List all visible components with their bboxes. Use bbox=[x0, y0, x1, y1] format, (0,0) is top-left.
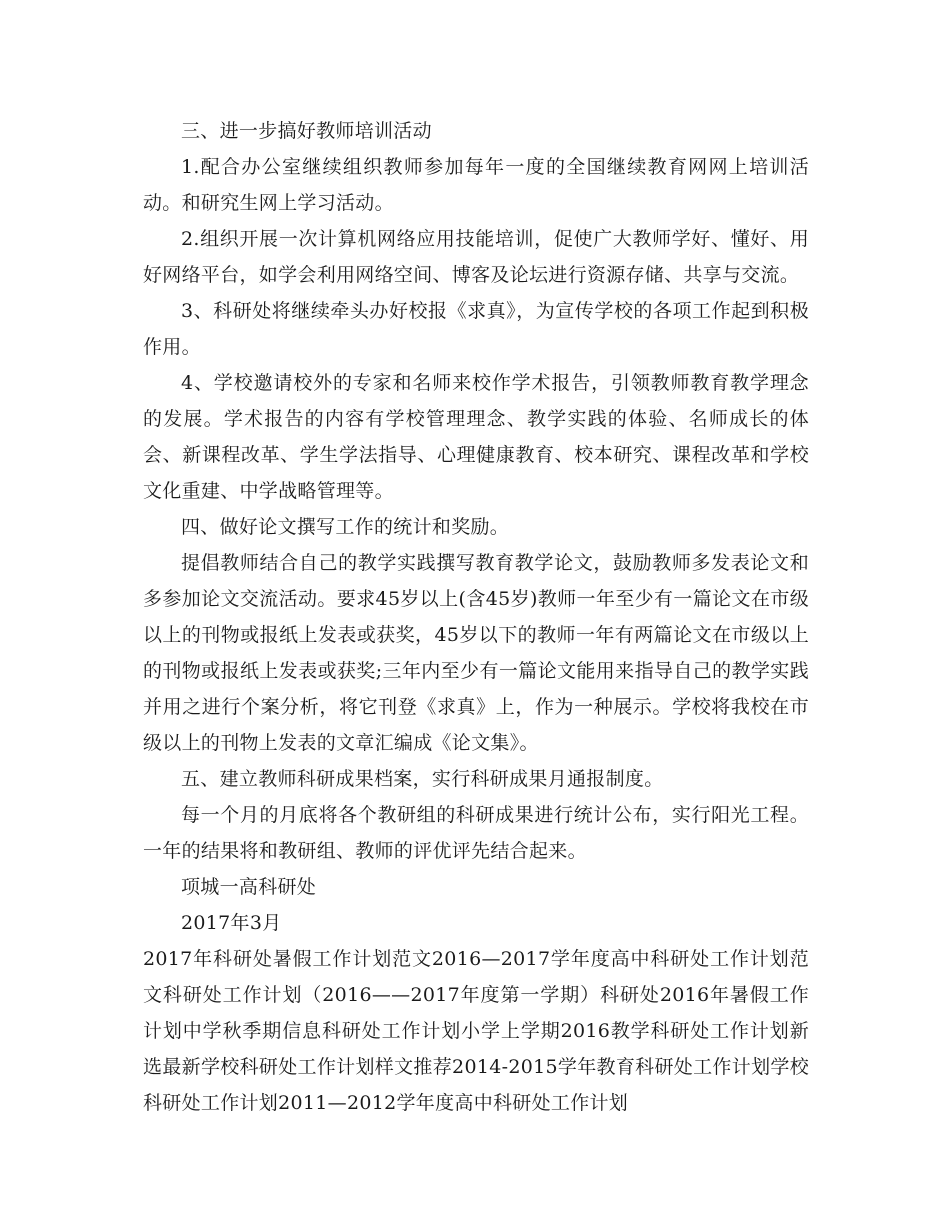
paragraph-item-3: 3、科研处将继续牵头办好校报《求真》，为宣传学校的各项工作起到积极作用。 bbox=[143, 300, 809, 358]
section-heading-4: 四、做好论文撰写工作的统计和奖励。 bbox=[181, 516, 510, 538]
paragraph-papers: 提倡教师结合自己的教学实践撰写教育教学论文，鼓励教师多发表论文和多参加论文交流活动。要求45岁以上(含45岁)教师一年至少有一篇论文在市级以上的刊物或报纸上发表或获奖，45岁以下的教师一年有两篇论文在市级以上的刊物或报纸上发表或获奖;三年内至少有一篇论文能用来指导自己的教学实践并用之进行个案分析，将它刊登《求真》上，作为一种展示。学校将我校在市级以上的刊物上发表的文章汇编成《论文集》。 bbox=[143, 552, 809, 754]
paragraph-monthly-report: 每一个月的月底将各个教研组的科研成果进行统计公布，实行阳光工程。一年的结果将和教研组、教师的评优评先结合起来。 bbox=[143, 804, 809, 862]
section-heading-3: 三、进一步搞好教师培训活动 bbox=[181, 120, 432, 142]
document-body bbox=[143, 113, 809, 1121]
paragraph-item-4: 4、学校邀请校外的专家和名师来校作学术报告，引领教师教育教学理念的发展。学术报告的内容有学校管理理念、教学实践的体验、名师成长的体会、新课程改革、学生学法指导、心理健康教育、校本研究、课程改革和学校文化重建、中学战略管理等。 bbox=[143, 372, 809, 502]
signature-date: 2017年3月 bbox=[181, 912, 282, 934]
paragraph-item-1: 1.配合办公室继续组织教师参加每年一度的全国继续教育网网上培训活动。和研究生网上学习活动。 bbox=[143, 156, 809, 214]
signature-office: 项城一高科研处 bbox=[181, 876, 317, 898]
section-heading-5: 五、建立教师科研成果档案，实行科研成果月通报制度。 bbox=[181, 768, 664, 790]
related-links-text: 2017年科研处暑假工作计划范文2016—2017学年度高中科研处工作计划范文科研处工作计划（2016——2017年度第一学期）科研处2016年暑假工作计划中学秋季期信息科研处工作计划小学上学期2016教学科研处工作计划新选最新学校科研处工作计划样文推荐2014-2015学年教育科研处工作计划学校科研处工作计划2011—2012学年度高中科研处工作计划 bbox=[143, 948, 809, 1114]
paragraph-item-2: 2.组织开展一次计算机网络应用技能培训，促使广大教师学好、懂好、用好网络平台，如学会利用网络空间、博客及论坛进行资源存储、共享与交流。 bbox=[143, 228, 809, 286]
